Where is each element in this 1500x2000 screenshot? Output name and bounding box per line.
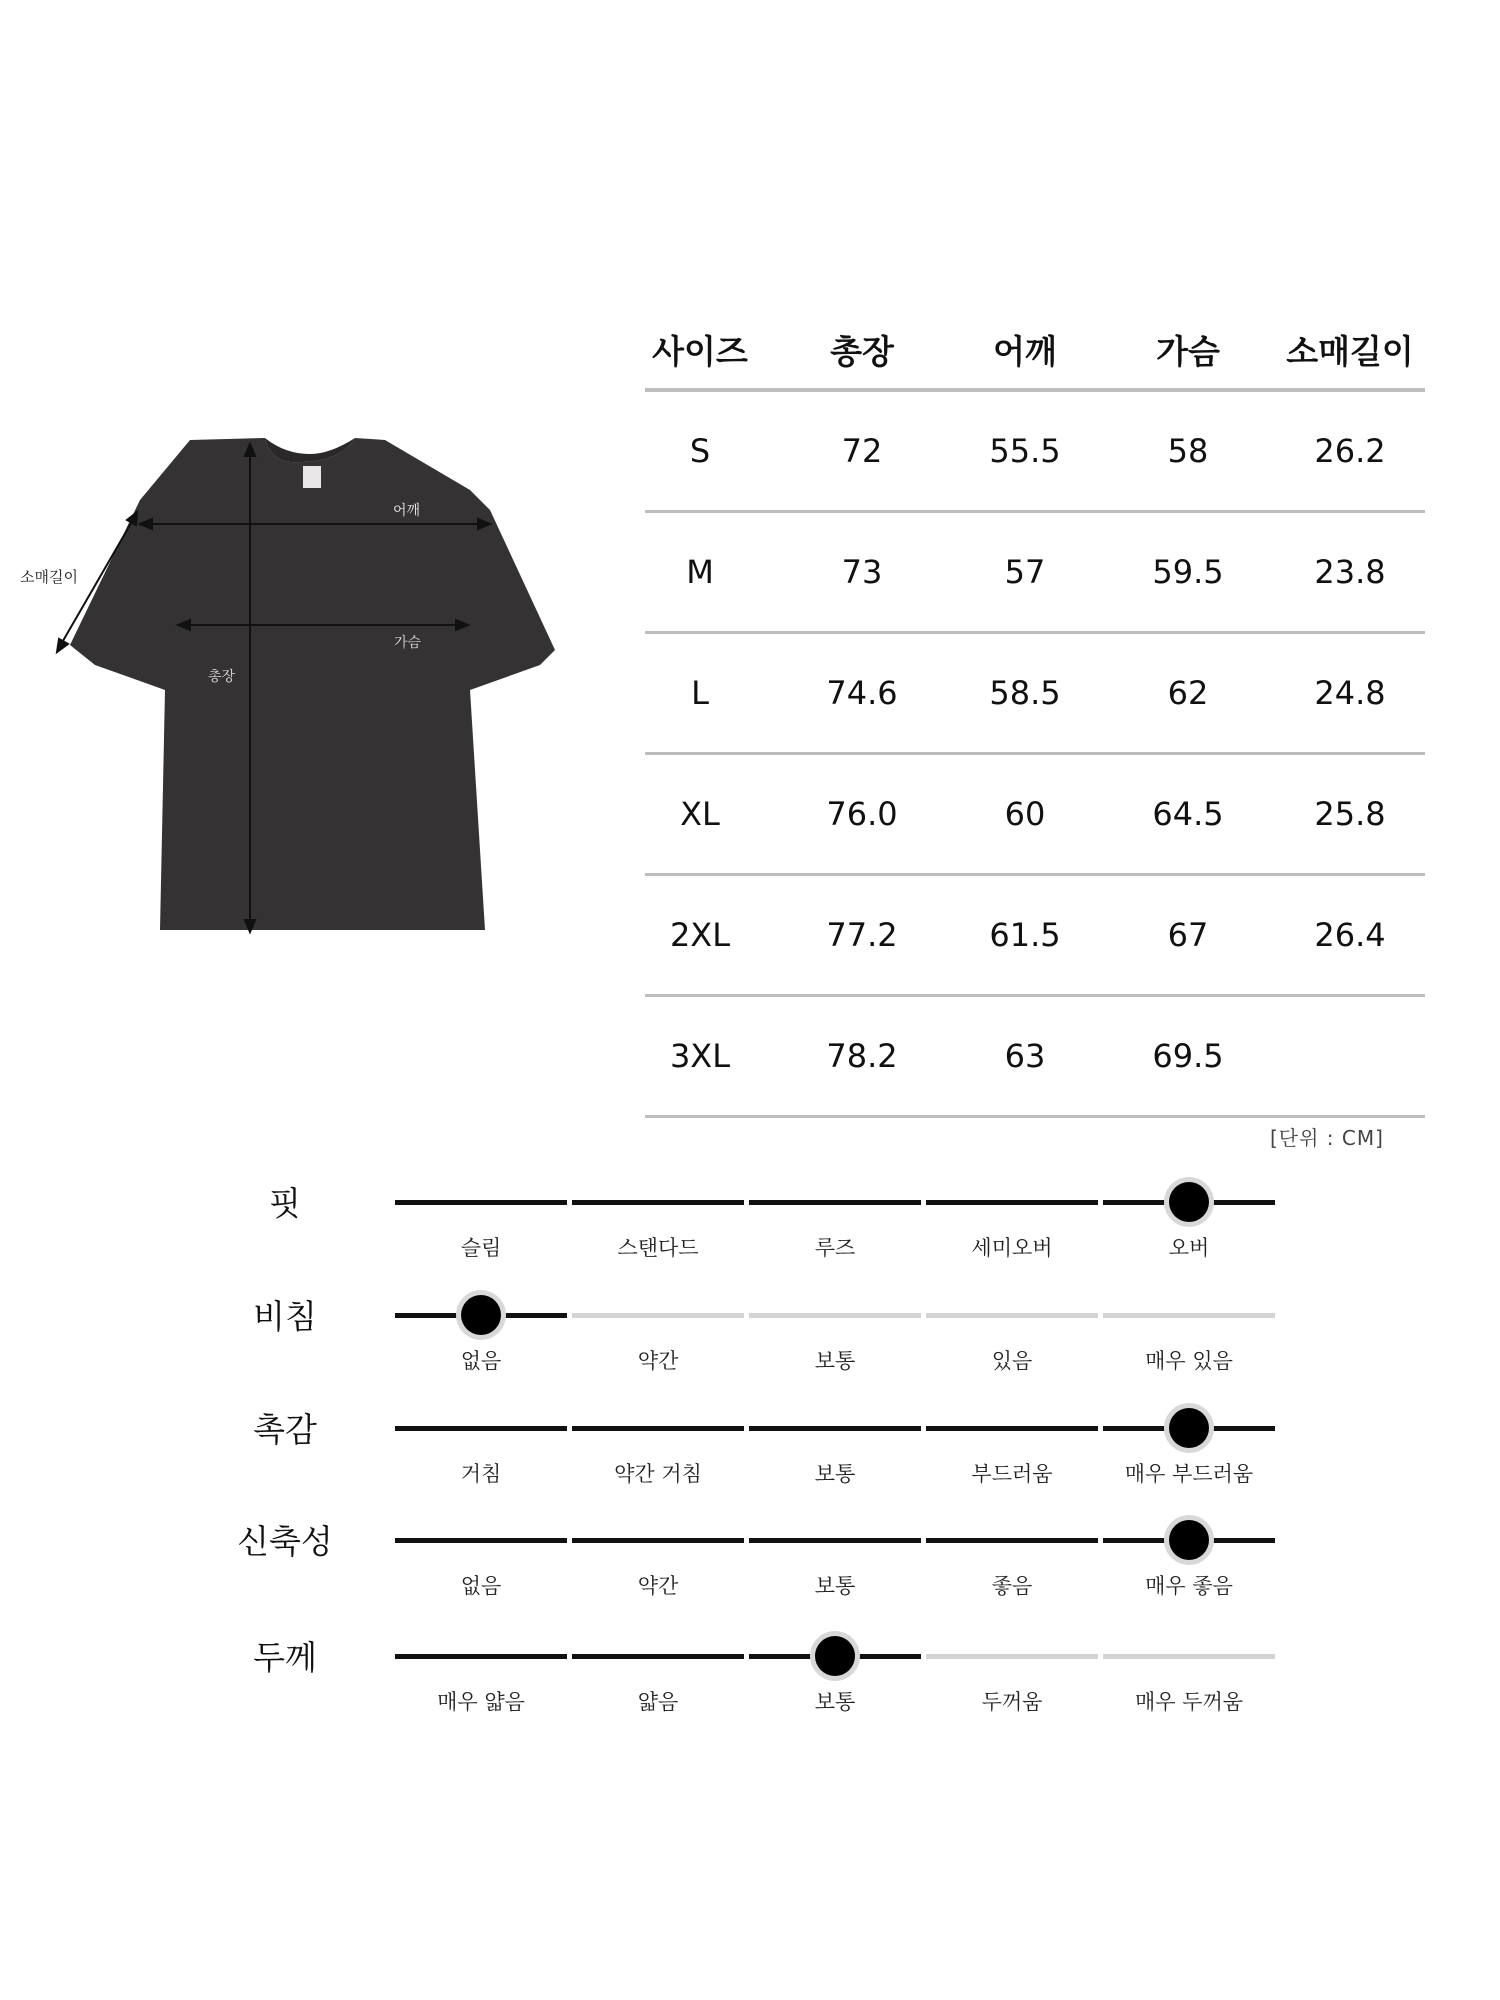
cell-shoulder: 57 — [1004, 553, 1046, 591]
scale-option: 부드러움 — [971, 1462, 1053, 1486]
scale-title: 신축성 — [237, 1522, 333, 1561]
scale-knob[interactable] — [1169, 1408, 1209, 1448]
scale-option: 좋음 — [991, 1574, 1033, 1598]
cell-shoulder: 61.5 — [989, 916, 1061, 954]
cell-shoulder: 58.5 — [989, 674, 1061, 712]
scale-option: 두꺼움 — [981, 1690, 1043, 1714]
cell-sleeve: 23.8 — [1314, 553, 1386, 591]
scale-option: 약간 거침 — [614, 1462, 702, 1486]
cell-chest: 58 — [1167, 432, 1209, 470]
scale-segment — [572, 1426, 744, 1431]
cell-size: 2XL — [669, 916, 731, 954]
scale-option: 보통 — [814, 1462, 856, 1486]
scale-option: 약간 — [637, 1574, 679, 1598]
cell-chest: 69.5 — [1152, 1037, 1224, 1075]
table-row — [645, 634, 1425, 755]
cell-length: 73 — [841, 553, 883, 591]
cell-chest: 59.5 — [1152, 553, 1224, 591]
scale-segment — [926, 1654, 1098, 1659]
sleeve-length-label: 소매길이 — [20, 568, 78, 586]
table-header-row — [645, 310, 1425, 392]
scale-knob[interactable] — [1169, 1182, 1209, 1222]
cell-length: 76.0 — [826, 795, 898, 833]
cell-length: 78.2 — [826, 1037, 898, 1075]
scale-2 — [0, 1396, 1500, 1506]
cell-chest: 62 — [1167, 674, 1209, 712]
table-row — [645, 997, 1425, 1118]
scale-segment — [572, 1313, 744, 1318]
scale-segment — [572, 1538, 744, 1543]
cell-length: 72 — [841, 432, 883, 470]
table-row — [645, 392, 1425, 513]
scale-knob[interactable] — [1169, 1520, 1209, 1560]
shoulder-label: 어깨 — [393, 503, 421, 519]
scale-segment — [572, 1200, 744, 1205]
unit-note: [단위 : CM] — [1270, 1126, 1384, 1150]
scale-title: 핏 — [269, 1184, 301, 1223]
table-row — [645, 755, 1425, 876]
cell-length: 74.6 — [826, 674, 898, 712]
cell-size: L — [691, 674, 709, 712]
garment-diagram — [0, 420, 600, 960]
scale-option: 매우 부드러움 — [1124, 1462, 1254, 1486]
header-length: 총장 — [830, 331, 894, 371]
scale-option: 얇음 — [637, 1690, 679, 1714]
scale-segment — [926, 1426, 1098, 1431]
scale-segment — [926, 1313, 1098, 1318]
scale-option: 있음 — [991, 1349, 1033, 1373]
chest-label: 가슴 — [394, 635, 422, 651]
cell-size: XL — [680, 795, 720, 833]
scale-knob[interactable] — [815, 1636, 855, 1676]
cell-shoulder: 55.5 — [989, 432, 1061, 470]
tshirt-illustration — [0, 420, 600, 960]
scale-option: 매우 두꺼움 — [1134, 1690, 1244, 1714]
scale-option: 슬림 — [460, 1236, 502, 1260]
scale-option: 보통 — [814, 1574, 856, 1598]
scale-option: 없음 — [460, 1349, 502, 1373]
scale-segment — [749, 1313, 921, 1318]
scale-option: 거침 — [460, 1462, 502, 1486]
cell-size: S — [689, 432, 711, 470]
scale-segment — [572, 1654, 744, 1659]
scale-title: 두께 — [253, 1638, 317, 1677]
scale-knob[interactable] — [461, 1295, 501, 1335]
scale-option: 보통 — [814, 1690, 856, 1714]
scale-option: 스탠다드 — [617, 1236, 699, 1260]
scale-segment — [749, 1426, 921, 1431]
scale-0 — [0, 1170, 1500, 1280]
cell-shoulder: 60 — [1004, 795, 1046, 833]
scale-option: 매우 좋음 — [1145, 1574, 1233, 1598]
scale-segment — [1103, 1654, 1275, 1659]
scale-title: 비침 — [253, 1297, 317, 1336]
scale-segment — [395, 1538, 567, 1543]
cell-sleeve — [1275, 997, 1425, 1115]
length-label: 총장 — [208, 669, 236, 685]
scale-segment — [1103, 1313, 1275, 1318]
table-body — [645, 392, 1425, 1118]
scale-segment — [926, 1538, 1098, 1543]
cell-sleeve: 26.4 — [1314, 916, 1386, 954]
cell-sleeve: 26.2 — [1314, 432, 1386, 470]
cell-length: 77.2 — [826, 916, 898, 954]
scale-4 — [0, 1624, 1500, 1734]
scale-segment — [749, 1538, 921, 1543]
scale-option: 루즈 — [814, 1236, 856, 1260]
scale-option: 오버 — [1168, 1236, 1210, 1260]
cell-chest: 67 — [1167, 916, 1209, 954]
header-chest: 가슴 — [1156, 331, 1220, 371]
scale-option: 약간 — [637, 1349, 679, 1373]
cell-size: 3XL — [669, 1037, 731, 1075]
table-row — [645, 876, 1425, 997]
header-shoulder: 어깨 — [993, 331, 1057, 371]
cell-sleeve: 24.8 — [1314, 674, 1386, 712]
scale-option: 없음 — [460, 1574, 502, 1598]
cell-shoulder: 63 — [1004, 1037, 1046, 1075]
header-size: 사이즈 — [652, 331, 748, 371]
scale-segment — [749, 1200, 921, 1205]
scale-segment — [926, 1200, 1098, 1205]
scale-option: 세미오버 — [971, 1236, 1053, 1260]
scale-option: 보통 — [814, 1349, 856, 1373]
header-sleeve: 소매길이 — [1286, 331, 1414, 371]
scale-segment — [395, 1200, 567, 1205]
size-table — [645, 310, 1425, 1118]
scale-option: 매우 얇음 — [437, 1690, 525, 1714]
table-row — [645, 513, 1425, 634]
scale-1 — [0, 1283, 1500, 1393]
cell-sleeve: 25.8 — [1314, 795, 1386, 833]
scale-segment — [395, 1426, 567, 1431]
cell-size: M — [686, 553, 714, 591]
scale-title: 촉감 — [253, 1410, 317, 1449]
scale-3 — [0, 1508, 1500, 1618]
scale-option: 매우 있음 — [1145, 1349, 1233, 1373]
scale-segment — [395, 1654, 567, 1659]
cell-chest: 64.5 — [1152, 795, 1224, 833]
